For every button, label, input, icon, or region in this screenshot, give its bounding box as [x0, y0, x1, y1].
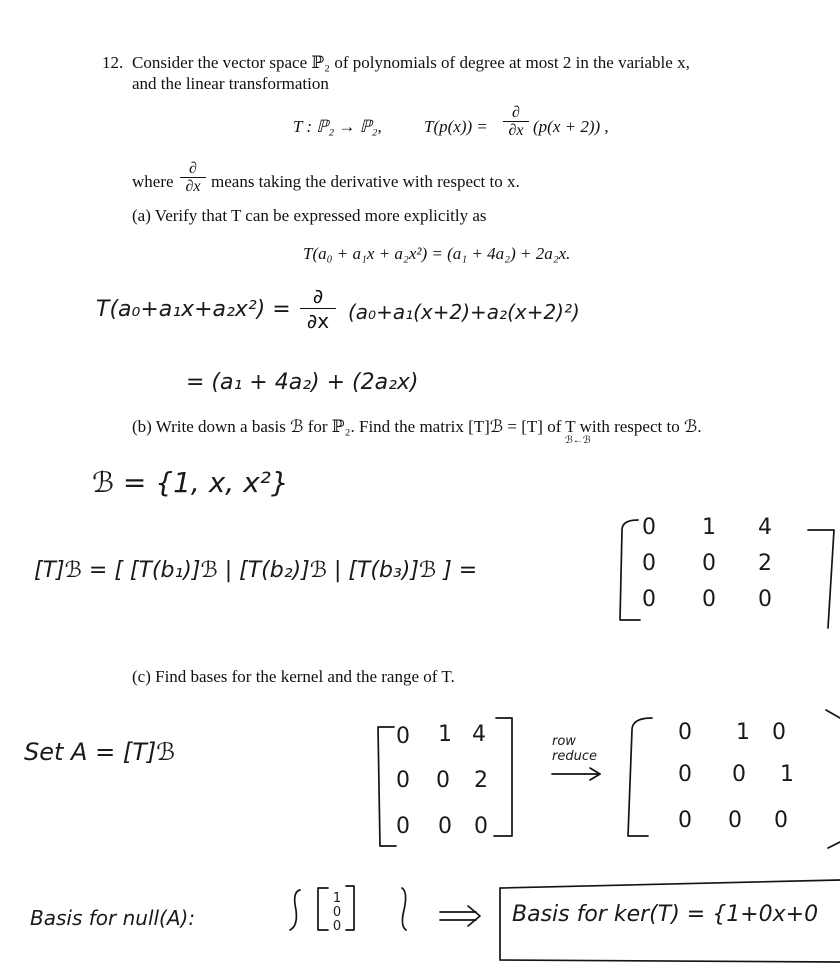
- matrix-entry: 2: [474, 768, 488, 793]
- matrix-entry: 4: [472, 722, 486, 747]
- null-left-brace: [290, 890, 300, 930]
- where-derivative: ∂ ∂x: [180, 160, 206, 196]
- matrix-entry: 0: [474, 814, 488, 839]
- matrix-entry: 2: [758, 551, 772, 576]
- problem-intro-line1: Consider the vector space ℙ₂ of polynomials of degree at most 2 in the variable x,: [132, 53, 690, 72]
- matrix-entry: 0: [702, 587, 716, 612]
- matrix-entry: 0: [758, 587, 772, 612]
- hw-basis-null-label: Basis for null(A):: [30, 906, 196, 930]
- hw-part-a-line2: = (a₁ + 4a₂) + (2a₂x): [186, 370, 419, 395]
- hw-null-vector: [330, 892, 344, 934]
- hw-a-matrix: [378, 720, 518, 850]
- part-a-formula: T(a₀ + a₁x + a₂x²) = (a₁ + 4a₂) + 2a₂x.: [303, 244, 571, 263]
- hw-set-a: Set A = [T]ℬ: [24, 738, 176, 766]
- hw-tb-expression: [T]ℬ = [ [T(b₁)]ℬ | [T(b₂)]ℬ | [T(b₃)]ℬ ] =: [34, 558, 478, 583]
- matrix-entry: 1: [702, 515, 716, 540]
- map-definition: T : ℙ₂ → ℙ₂,: [293, 117, 382, 136]
- matrix-entry: 0: [642, 587, 656, 612]
- matrix-entry: 1: [736, 720, 750, 745]
- null-bracket-right: [346, 886, 354, 930]
- hw-basis-b: ℬ = {1, x, x²}: [92, 466, 289, 499]
- matrix-entry: 0: [702, 551, 716, 576]
- vector-entry: 0: [332, 919, 342, 934]
- matrix-entry: 0: [678, 808, 692, 833]
- where-post: means taking the derivative with respect to x.: [211, 172, 520, 191]
- matrix-entry: 4: [758, 515, 772, 540]
- hw-rref-matrix: [630, 716, 840, 846]
- part-b-heading: (b) Write down a basis ℬ for ℙ₂. Find the matrix [T]ℬ = [T] of T with respect to ℬ.: [132, 417, 702, 436]
- vector-entry: 1: [332, 891, 342, 906]
- hw-basis-ker: Basis for ker(T) = {1+0x+0: [512, 902, 819, 927]
- where-pre: where: [132, 172, 174, 191]
- rule-lhs: T(p(x)) =: [424, 117, 488, 136]
- part-b-subscript: ℬ←ℬ: [565, 435, 591, 446]
- matrix-entry: 0: [774, 808, 788, 833]
- null-bracket-left: [318, 888, 328, 930]
- matrix-entry: 0: [678, 720, 692, 745]
- hw-part-a-line1-rhs: (a₀+a₁(x+2)+a₂(x+2)²): [348, 300, 580, 324]
- matrix-entry: 0: [678, 762, 692, 787]
- problem-number: 12.: [102, 53, 124, 72]
- matrix-entry: 1: [780, 762, 794, 787]
- matrix-entry: 0: [642, 551, 656, 576]
- implies-arrow-head: [468, 906, 480, 926]
- rule-derivative: ∂ ∂x: [503, 104, 529, 140]
- null-right-brace: [402, 888, 406, 930]
- matrix-entry: 0: [728, 808, 742, 833]
- matrix-entry: 0: [438, 814, 452, 839]
- part-c-heading: (c) Find bases for the kernel and the range of T.: [132, 667, 455, 686]
- problem-intro-line2: and the linear transformation: [132, 74, 329, 93]
- vector-entry: 0: [332, 905, 342, 920]
- matrix-entry: 0: [772, 720, 786, 745]
- matrix-entry: 0: [732, 762, 746, 787]
- hw-part-a-line1-lhs: T(a₀+a₁x+a₂x²) =: [96, 297, 291, 322]
- row-reduce-arrow-head: [590, 768, 600, 780]
- rule-rhs: (p(x + 2)) ,: [533, 117, 609, 136]
- matrix-entry: 0: [396, 724, 410, 749]
- matrix-entry: 1: [438, 722, 452, 747]
- matrix-entry: 0: [436, 768, 450, 793]
- matrix-entry: 0: [642, 515, 656, 540]
- matrix-entry: 0: [396, 814, 410, 839]
- hw-tb-matrix: [620, 515, 840, 625]
- hw-row-reduce-label: row reduce: [552, 734, 597, 764]
- matrix-entry: 0: [396, 768, 410, 793]
- part-a-heading: (a) Verify that T can be expressed more explicitly as: [132, 206, 487, 225]
- hw-part-a-derivative: ∂ ∂x: [300, 284, 336, 333]
